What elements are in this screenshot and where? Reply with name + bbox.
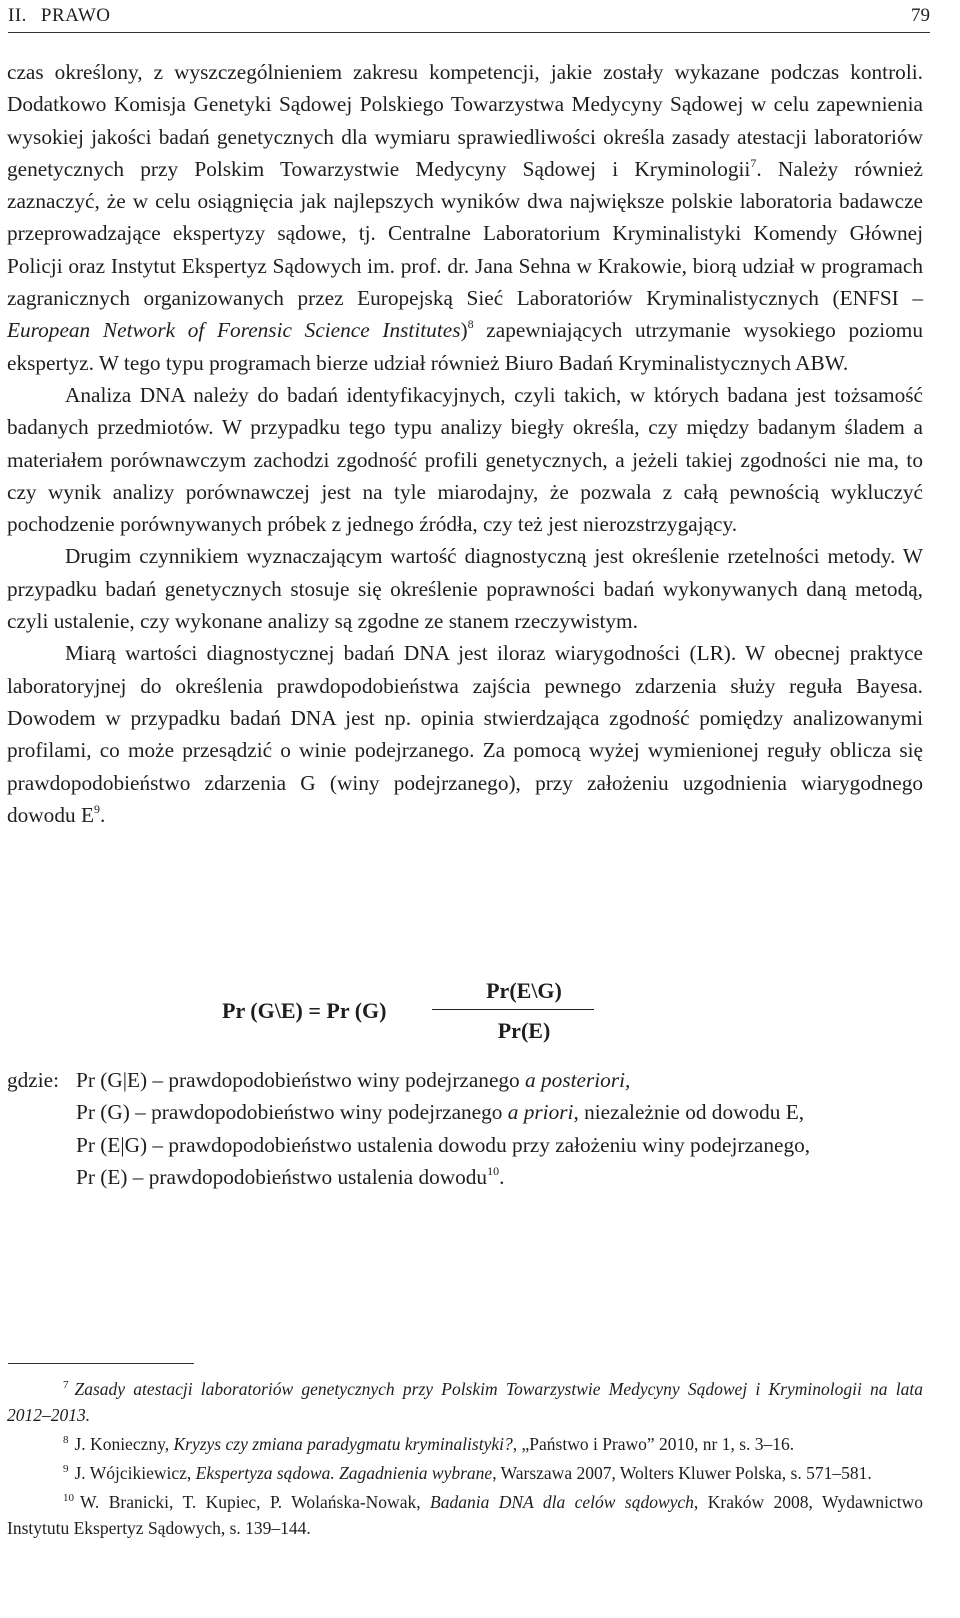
footnote-text: , Kraków 2008, Wydawnictwo Instytutu Ekspertyz Sądowych, s. 139–144. [7, 1492, 924, 1538]
paragraph-1-text-d: zapewniających utrzymanie wysokiego poziomu ekspertyz. W tego typu programach bierze udział również Biuro Badań Kryminalistycznych ABW. [7, 318, 923, 375]
definition-item [7, 1096, 923, 1128]
paragraph-2: Analiza DNA należy do badań identyfikacyjnych, czyli takich, w których badana jest tożsamość badanych przedmiotów. W przypadku tego typu analizy biegły określa, czy między badanym śladem a materiałem porównawczym zachodzi zgodność profili genetycznych, a jeżeli takiej zgodności nie ma, to czy wynik analizy porównawczej jest na tyle miarodajny, że pozwala z całą pewnością wykluczyć pochodzenie porównywanych próbek z jednego źródła, czy też jest nierozstrzygający. [7, 382, 923, 537]
definition-rest: , niezależnie od dowodu E, [573, 1100, 805, 1125]
footnote-text: J. Wójcikiewicz, [74, 1463, 196, 1483]
footnote-text: , Warszawa 2007, Wolters Kluwer Polska, s. 571–581. [492, 1463, 872, 1483]
paragraph-4-text-b: . [99, 802, 106, 827]
definition-item [7, 1064, 923, 1096]
footnote-number: 8 [63, 1434, 69, 1446]
footnote-text: , „Państwo i Prawo” 2010, nr 1, s. 3–16. [512, 1434, 795, 1454]
footnote-8 [7, 1431, 923, 1457]
footnote-title: Zasady atestacji laboratoriów genetycznych przy Polskim Towarzystwie Medycyny Sądowej i Kryminologii na lata 2012–2013. [7, 1379, 923, 1425]
paragraph-1-text-a: czas określony, z wyszczególnieniem zakresu kompetencji, jakie zostały wykazane podczas kontroli. Dodatkowo Komisja Genetyki Sądowej Polskiego Towarzystwa Medycyny Sądowej w celu zapewnienia wysokiej jakości badań genetycznych dla wymiaru sprawiedliwości określa zasady atestacji laboratoriów genetycznych przy Polskim Towarzystwie Medycyny Sądowej i Kryminologii [7, 60, 923, 181]
definitions-list [7, 1064, 923, 1193]
paragraph-1 [7, 56, 923, 379]
section-title: PRAWO [40, 5, 111, 26]
footnote-ref-9[interactable]: 9 [93, 801, 100, 816]
paragraph-4-text-a: Miarą wartości diagnostycznej badań DNA jest iloraz wiarygodności (LR). W obecnej praktyce laboratoryjnej do określenia prawdopodobieństwa zajścia pewnego zdarzenia służy reguła Bayesa. Dowodem w przypadku badań DNA jest np. opinia stwierdzająca zgodność pomiędzy analizowanymi profilami, co może przesądzić o winie podejrzanego. Za pomocą wyżej wymienionej reguły oblicza się prawdopodobieństwo zdarzenia G (winy podejrzanego), przy założeniu uzgodnienia wiarygodnego dowodu E [7, 641, 923, 827]
definition-term: Pr (E|G) – prawdopodobieństwo ustalenia dowodu przy założeniu winy podejrzanego, [76, 1132, 811, 1157]
formula-left-side: Pr (G\E) = Pr (G) [222, 998, 387, 1023]
definition-end: . [499, 1164, 505, 1189]
definition-term: Pr (E) – prawdopodobieństwo ustalenia dowodu [76, 1164, 488, 1189]
footnote-ref-7[interactable]: 7 [750, 155, 757, 170]
footnotes [7, 1376, 923, 1544]
definitions-lead: gdzie: [7, 1068, 60, 1092]
section-heading [8, 5, 111, 27]
definition-item [7, 1129, 923, 1161]
footnote-number: 9 [63, 1463, 69, 1475]
bayes-formula [222, 978, 622, 1058]
paragraph-1-text-c: ) [460, 318, 468, 343]
footnote-number: 10 [63, 1492, 74, 1504]
main-text [7, 56, 923, 831]
section-number: II. [8, 5, 27, 26]
enfsi-full-name: European Network of Forensic Science Institutes [7, 318, 461, 343]
page-number: 79 [911, 5, 930, 26]
footnote-text: W. Branicki, T. Kupiec, P. Wolańska-Nowak, [80, 1492, 431, 1512]
footnote-number: 7 [63, 1379, 69, 1391]
footnote-ref-8[interactable]: 8 [467, 317, 474, 332]
footnote-title: Badania DNA dla celów sądowych [430, 1492, 694, 1512]
running-header [8, 2, 930, 33]
definition-italic: a posteriori, [525, 1068, 631, 1092]
definition-term: Pr (G) – prawdopodobieństwo winy podejrzanego [76, 1100, 508, 1125]
footnote-title: Kryzys czy zmiana paradygmatu kryminalistyki? [173, 1434, 513, 1454]
footnote-separator [8, 1363, 194, 1364]
paragraph-1-text-b: . Należy również zaznaczyć, że w celu osiągnięcia jak najlepszych wyników dwa największe polskie laboratoria badawcze przeprowadzające ekspertyzy sądowe, tj. Centralne Laboratorium Kryminalistyki Komendy Głównej Policji oraz Instytut Ekspertyz Sądowych im. prof. dr. Jana Sehna w Krakowie, biorą udział w programach zagranicznych organizowanych przez Europejską Sieć Laboratoriów Kryminalistycznych (ENFSI – [7, 156, 923, 311]
formula-numerator: Pr(E\G) [486, 978, 562, 1003]
paragraph-4 [7, 637, 923, 831]
definition-italic: a priori [507, 1100, 574, 1125]
fraction-bar [432, 1009, 594, 1010]
definition-term: Pr (G|E) – prawdopodobieństwo winy podejrzanego [76, 1068, 526, 1092]
footnote-7 [7, 1376, 923, 1428]
footnote-9 [7, 1460, 923, 1486]
footnote-text: J. Konieczny, [74, 1434, 174, 1454]
footnote-title: Ekspertyza sądowa. Zagadnienia wybrane [195, 1463, 493, 1483]
footnote-10 [7, 1489, 923, 1541]
footnote-ref-10[interactable]: 10 [487, 1163, 500, 1178]
definition-item [7, 1161, 923, 1193]
paragraph-3: Drugim czynnikiem wyznaczającym wartość diagnostyczną jest określenie rzetelności metody. W przypadku badań genetycznych stosuje się określenie poprawności badań wykonywanych daną metodą, czyli ustalenie, czy wykonane analizy są zgodne ze stanem rzeczywistym. [7, 544, 923, 634]
formula-denominator: Pr(E) [497, 1018, 551, 1043]
